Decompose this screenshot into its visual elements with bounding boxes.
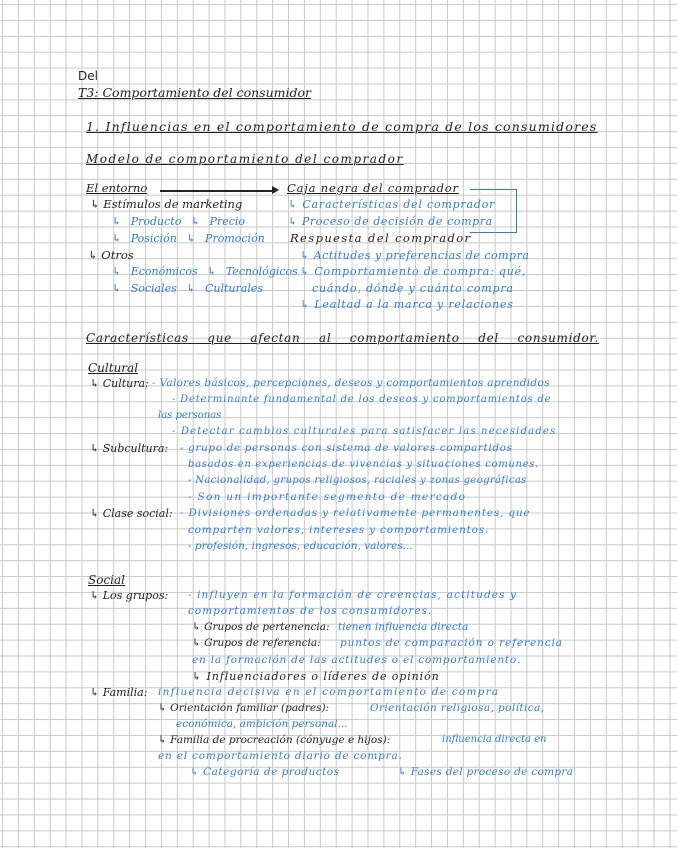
fases-proceso-compra: ↳ Fases del proceso de compra (398, 766, 574, 778)
model-proceso-decision: ↳ Proceso de decisión de compra (288, 215, 493, 228)
model-cuando-donde: cuándo, dónde y cuánto compra (312, 282, 514, 295)
orientacion-line-2: económica, ambición personal... (176, 718, 348, 730)
model-estimulos: ↳ Estímulos de marketing (90, 197, 243, 211)
model-entorno: El entorno (86, 181, 148, 195)
familia-label: ↳ Familia: (90, 686, 148, 699)
subcultura-line-1: - grupo de personas con sistema de valores compartidos (180, 442, 513, 454)
clase-social-label: ↳ Clase social: (90, 507, 173, 520)
procreacion-line-2: en el comportamiento diario de compra. (158, 750, 403, 762)
model-sociales-culturales: ↳ Sociales ↳ Culturales (112, 282, 264, 295)
cultura-line-3: las personas (158, 410, 222, 421)
model-posicion-promocion: ↳ Posición ↳ Promoción (112, 232, 265, 245)
referencia-label: ↳ Grupos de referencia: (192, 637, 321, 649)
grupos-line-1: - influyen en la formación de creencias, actitudes y (188, 589, 518, 601)
subcultura-label: ↳ Subcultura: (90, 442, 169, 455)
model-caja-negra: Caja negra del comprador (287, 181, 459, 195)
model-economicos-tecnologicos: ↳ Económicos ↳ Tecnológicos (112, 265, 298, 278)
grupos-line-2: comportamientos de los consumidores. (188, 605, 433, 617)
influenciadores: ↳ Influenciadores o líderes de opinión (192, 670, 440, 683)
model-otros: ↳ Otros (88, 248, 134, 262)
page-title: T3: Comportamiento del consumidor (78, 85, 311, 100)
orientacion-label: ↳ Orientación familiar (padres): (158, 702, 330, 714)
referencia-text: puntos de comparación o referencia (340, 637, 563, 649)
cultural-heading: Cultural (88, 361, 139, 375)
model-actitudes: ↳ Actitudes y preferencias de compra (300, 249, 530, 262)
cultura-line-2: - Determinante fundamental de los deseos y comportamientos de (172, 394, 552, 405)
model-lealtad: ↳ Lealtad a la marca y relaciones (300, 298, 514, 311)
caracteristicas-heading: Características que afectan al comportamiento del consumidor. (86, 331, 600, 345)
procreacion-text: influencia directa en (442, 734, 547, 745)
header-label: Del (78, 69, 98, 83)
categoria-productos: ↳ Categoría de productos (190, 766, 340, 778)
subcultura-line-2: basados en experiencias de vivencias y situaciones comunes. (188, 459, 540, 470)
procreacion-label: ↳ Familia de procreación (cónyuge e hijos): (158, 734, 391, 746)
clase-social-line-3: - profesión, ingresos, educación, valores... (188, 540, 413, 552)
clase-social-line-2: comparten valores, intereses y comportamientos. (188, 524, 490, 536)
model-heading: Modelo de comportamiento del comprador (86, 152, 404, 166)
model-comportamiento-compra: ↳ Comportamiento de compra: qué, (300, 265, 527, 278)
model-caracteristicas-comprador: ↳ Características del comprador (288, 198, 496, 211)
subcultura-line-3: - Nacionalidad, grupos religiosos, raciales y zonas geográficas (188, 475, 527, 486)
arrow-line (160, 190, 272, 192)
referencia-line-2: en la formación de las actitudes o el comportamiento. (192, 654, 522, 666)
model-respuesta: Respuesta del comprador (290, 231, 472, 245)
subcultura-line-4: - Son un importante segmento de mercado (188, 491, 467, 503)
familia-text: influencia decisiva en el comportamiento de compra (158, 686, 500, 698)
pertenencia-label: ↳ Grupos de pertenencia: (192, 621, 330, 633)
clase-social-line-1: - Divisiones ordenadas y relativamente permanentes, que (180, 507, 531, 519)
model-producto-precio: ↳ Producto ↳ Precio (112, 215, 246, 228)
arrow-head (272, 186, 279, 194)
section-heading: 1. Influencias en el comportamiento de compra de los consumidores (86, 119, 598, 134)
cultura-label: ↳ Cultura: (90, 377, 149, 390)
social-heading: Social (88, 573, 125, 587)
grupos-label: ↳ Los grupos: (90, 589, 169, 602)
orientacion-text: Orientación religiosa, política, (370, 702, 545, 714)
cultura-line-1: - Valores básicos, percepciones, deseos y comportamientos aprendidos (152, 377, 550, 389)
cultura-line-4: - Detectar cambios culturales para satisfacer las necesidades (172, 426, 557, 437)
pertenencia-text: tienen influencia directa (338, 621, 469, 633)
